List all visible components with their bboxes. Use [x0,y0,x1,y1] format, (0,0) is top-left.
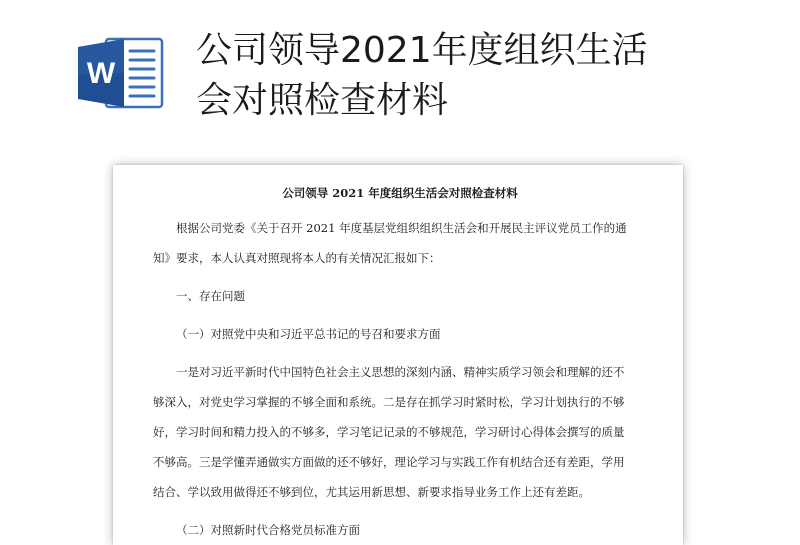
document-paragraph-intro [153,213,647,273]
document-title: 公司领导 2021 年度组织生活会对照检查材料 [282,186,518,200]
subsection-heading-1: （一）对照党中央和习近平总书记的号召和要求方面 [176,327,441,341]
page-title-line-2: 会对照检查材料 [196,80,449,121]
paragraph-line: 结合、学以致用做得还不够到位，尤其运用新思想、新要求指导业务工作上还有差距。 [153,485,590,499]
paragraph-line: 够深入，对党史学习掌握的不够全面和系统。二是存在抓学习时紧时松，学习计划执行的不够 [153,395,625,409]
paragraph-line: 知》要求，本人认真对照现将本人的有关情况汇报如下： [153,251,441,265]
paragraph-line: 一是对习近平新时代中国特色社会主义思想的深刻内涵、精神实质学习领会和理解的还不 [176,365,625,379]
document-page-preview [113,165,683,545]
paragraph-line: 好，学习时间和精力投入的不够多，学习笔记记录的不够规范，学习研讨心得体会撰写的质量 [153,425,625,439]
paragraph-line: 不够高。三是学懂弄通做实方面做的还不够好，理论学习与实践工作有机结合还有差距，学用 [153,455,625,469]
section-heading-problems: 一、存在问题 [176,289,245,303]
document-paragraph-issues [153,357,647,507]
word-document-icon [76,37,164,109]
page-title [196,26,756,126]
paragraph-line: 根据公司党委《关于召开 2021 年度基层党组织组织生活会和开展民主评议党员工作的通 [176,221,627,235]
subsection-heading-2: （二）对照新时代合格党员标准方面 [176,523,360,537]
page-title-line-1: 公司领导2021年度组织生活 [196,30,648,71]
word-icon-letter: W [86,57,116,90]
